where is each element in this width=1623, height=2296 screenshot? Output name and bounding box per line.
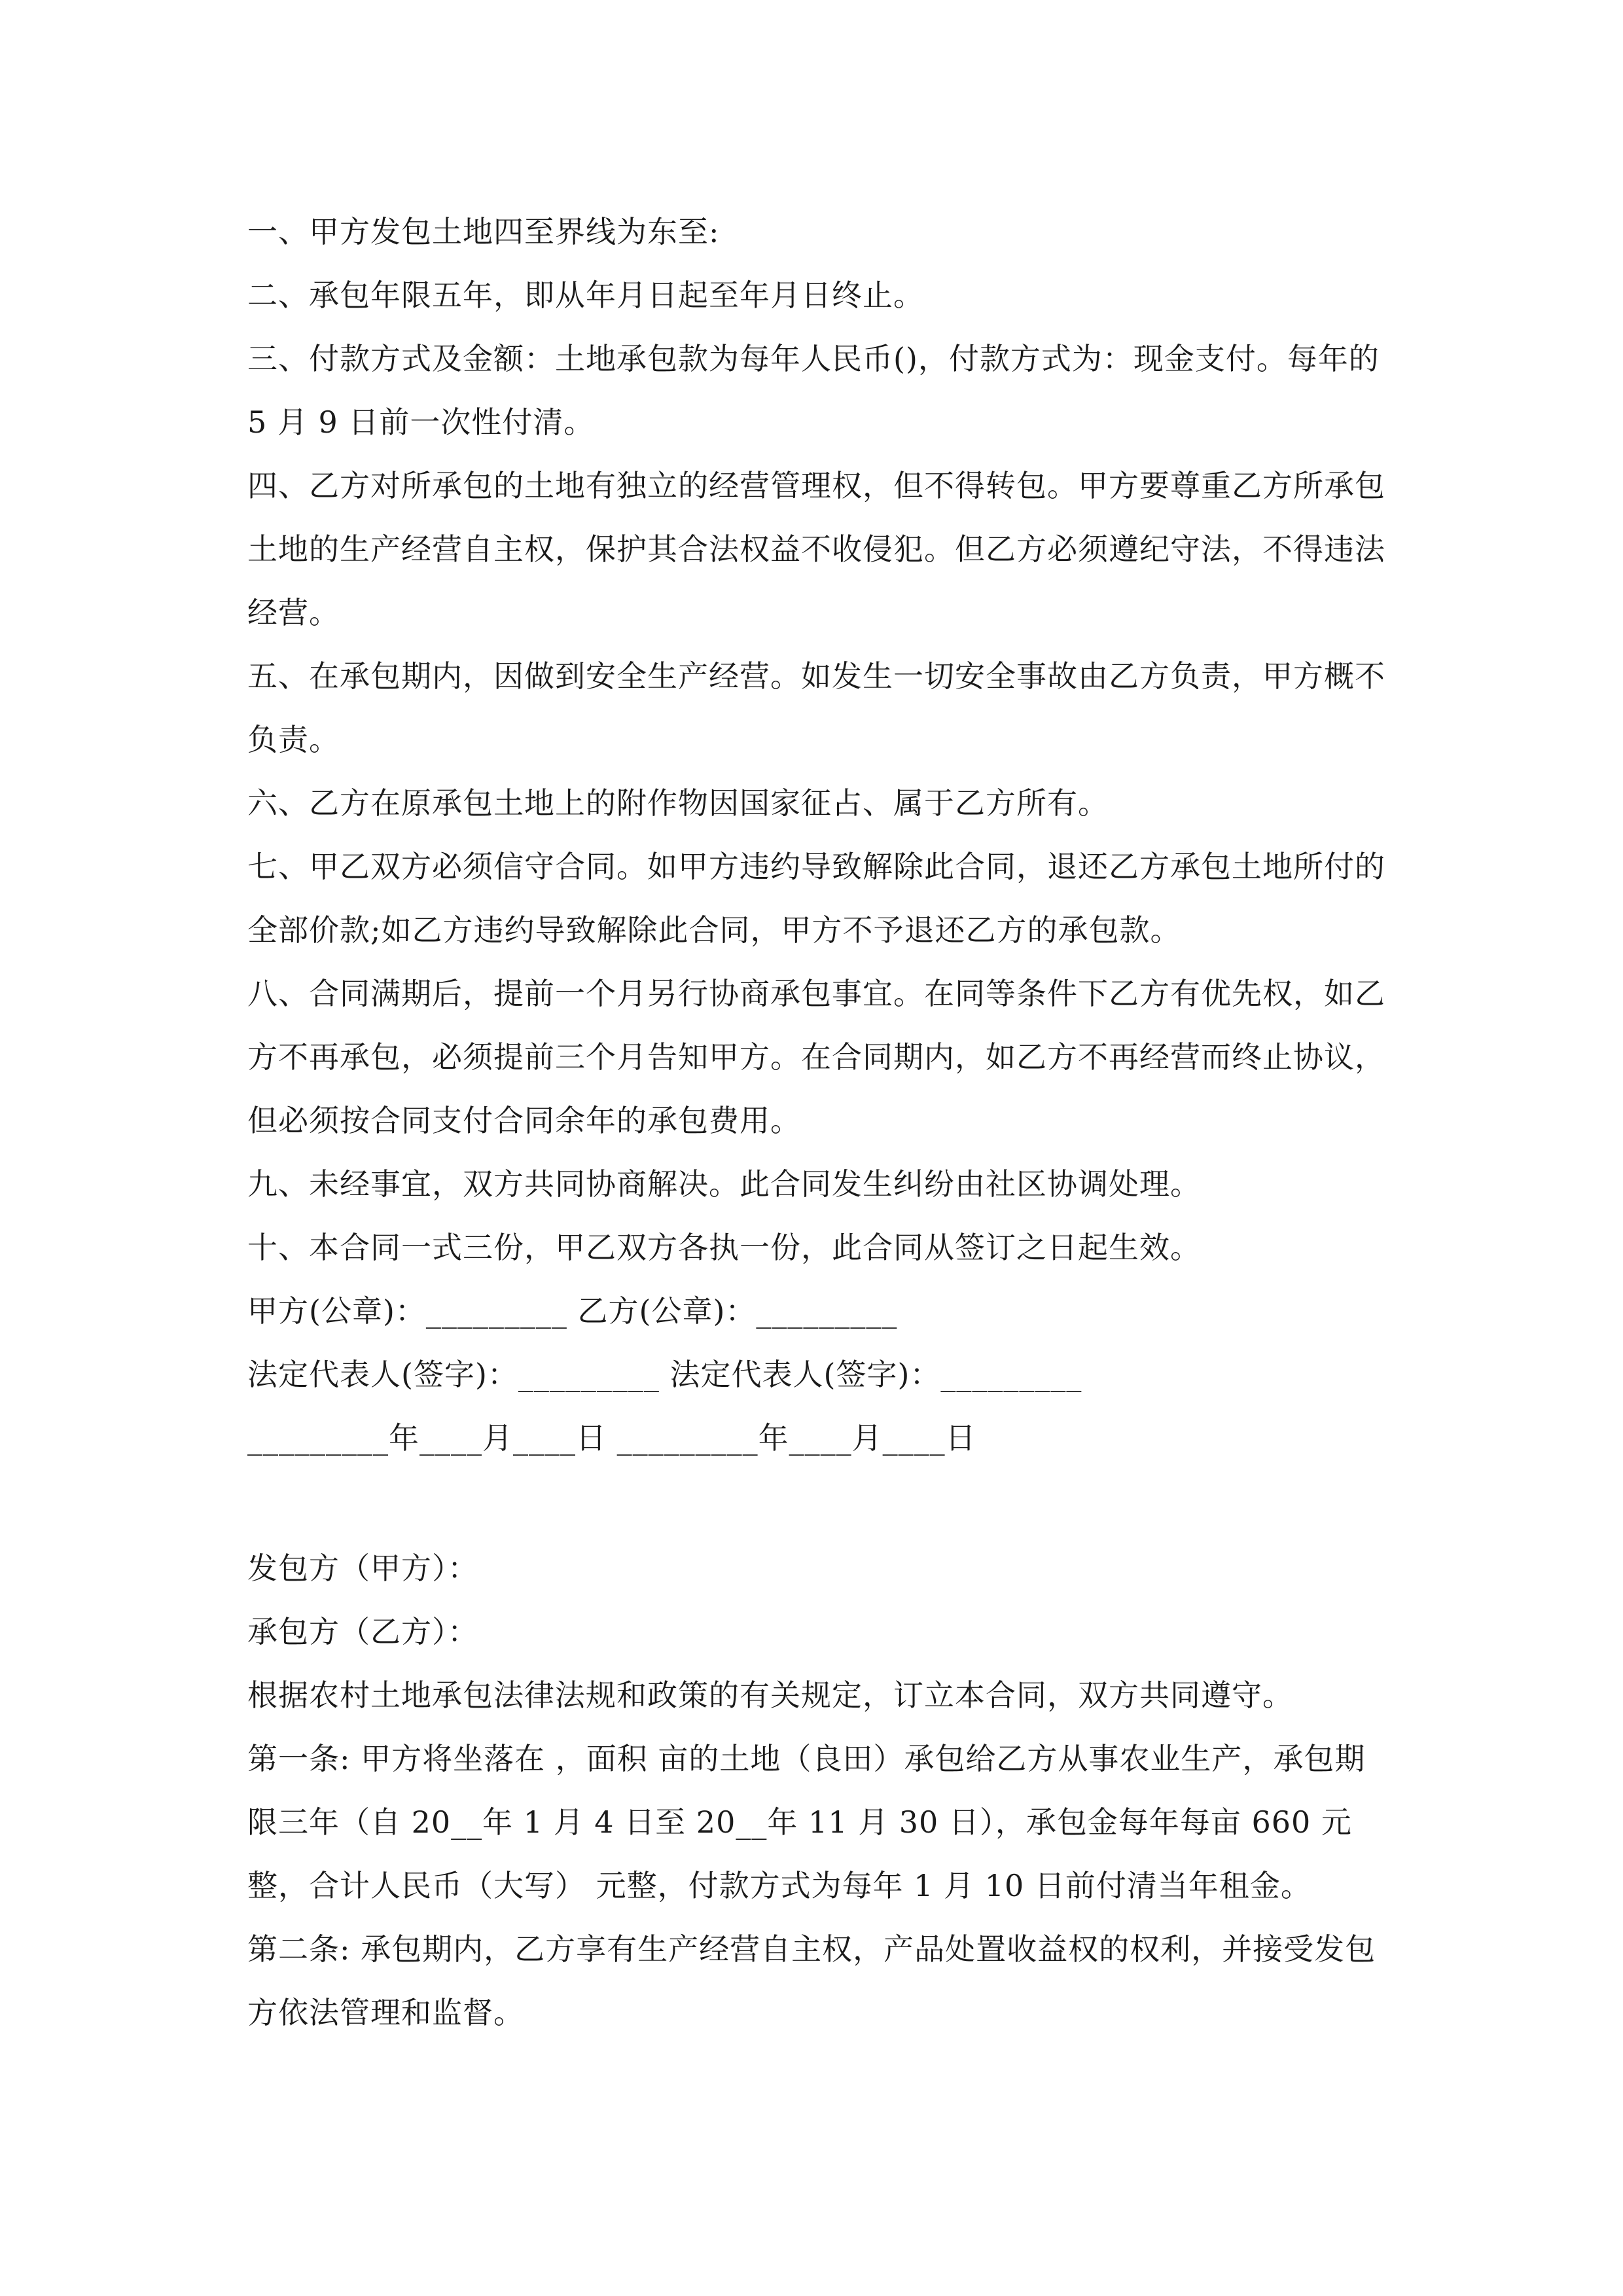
clause-10: 十、本合同一式三份，甲乙双方各执一份，此合同从签订之日起生效。 bbox=[247, 1230, 1201, 1265]
clause-7: 七、甲乙双方必须信守合同。如甲方违约导致解除此合同，退还乙方承包土地所付的全部价款;如乙方违约导致解除此合同，甲方不予退还乙方的承包款。 bbox=[247, 849, 1385, 948]
party-a-label: 发包方（甲方）： bbox=[247, 1551, 478, 1586]
clause-4: 四、乙方对所承包的土地有独立的经营管理权，但不得转包。甲方要尊重乙方所承包土地的生产经营自主权，保护其合法权益不收侵犯。但乙方必须遵纪守法，不得违法经营。 bbox=[247, 468, 1385, 630]
clause-8: 八、合同满期后，提前一个月另行协商承包事宜。在同等条件下乙方有优先权，如乙方不再承包，必须提前三个月告知甲方。在合同期内，如乙方不再经营而终止协议，但必须按合同支付合同余年的承包费用。 bbox=[247, 976, 1385, 1138]
article-1: 第一条: 甲方将坐落在 ，面积 亩的土地（良田）承包给乙方从事农业生产，承包期限三年（自 20__年 1 月 4 日至 20__年 11 月 30 日），承包金每年每亩 660 元整，合计人民币（大写） 元整，付款方式为每年 1 月 10 日前付清当年租金。 bbox=[247, 1741, 1366, 1903]
clause-6: 六、乙方在原承包土地上的附作物因国家征占、属于乙方所有。 bbox=[247, 785, 1109, 821]
second-contract bbox=[247, 1537, 1387, 2045]
representative-signature-line: 法定代表人(签字)：_________ 法定代表人(签字)：_________ bbox=[247, 1357, 1082, 1392]
contract-preamble: 根据农村土地承包法律法规和政策的有关规定，订立本合同，双方共同遵守。 bbox=[247, 1677, 1293, 1713]
clause-5: 五、在承包期内，因做到安全生产经营。如发生一切安全事故由乙方负责，甲方概不负责。 bbox=[247, 658, 1385, 757]
clause-2: 二、承包年限五年，即从年月日起至年月日终止。 bbox=[247, 278, 924, 313]
date-line: _________年____月____日 _________年____月____日 bbox=[247, 1420, 976, 1456]
clause-9: 九、未经事宜，双方共同协商解决。此合同发生纠纷由社区协调处理。 bbox=[247, 1166, 1201, 1202]
clause-3: 三、付款方式及金额：土地承包款为每年人民币()，付款方式为：现金支付。每年的 5 月 9 日前一次性付清。 bbox=[247, 341, 1380, 440]
party-b-label: 承包方（乙方）： bbox=[247, 1614, 478, 1649]
article-2: 第二条: 承包期内，乙方享有生产经营自主权，产品处置收益权的权利，并接受发包方依法管理和监督。 bbox=[247, 1931, 1376, 2030]
contract-clauses bbox=[247, 200, 1387, 1470]
clause-1: 一、甲方发包土地四至界线为东至: bbox=[247, 214, 720, 249]
seal-line: 甲方(公章)：_________ 乙方(公章)：_________ bbox=[247, 1293, 898, 1329]
